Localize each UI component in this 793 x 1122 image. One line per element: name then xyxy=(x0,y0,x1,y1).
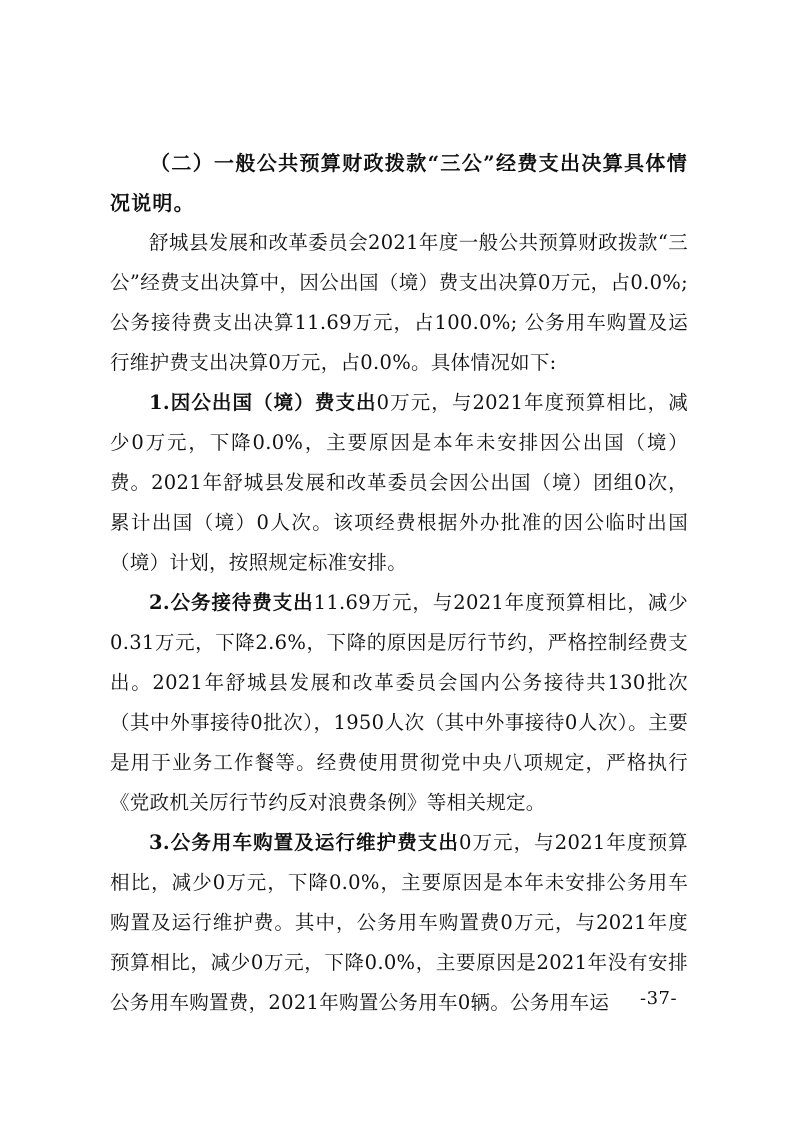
section-3-body: 0万元，与2021年度预算相比，减少0万元，下降0.0%，主要原因是本年未安排公务用车购置及运行维护费。其中，公务用车购置费0万元，与2021年度预算相比，减少0万元，下降0.0%，主要原因是2021年没有安排公务用车购置费，2021年购置公务用车0辆。公务用车运 xyxy=(110,831,688,1014)
section-1-lead: 1.因公出国（境）费支出 xyxy=(149,391,377,414)
intro-paragraph: 舒城县发展和改革委员会2021年度一般公共预算财政拨款“三公”经费支出决算中，因公出国（境）费支出决算0万元，占0.0%;公务接待费支出决算11.69万元，占100.0%; 公务用车购置及运行维护费支出决算0万元，占0.0%。具体情况如下: xyxy=(110,231,688,374)
section-2-paragraph xyxy=(110,583,688,823)
document-body xyxy=(110,143,688,1023)
section-3-lead: 3.公务用车购置及运行维护费支出 xyxy=(149,831,459,854)
page-number: -37- xyxy=(640,988,678,1009)
section-2-body: 11.69万元，与2021年度预算相比，减少0.31万元，下降2.6%，下降的原因是厉行节约，严格控制经费支出。2021年舒城县发展和改革委员会国内公务接待共130批次（其中外事接待0批次），1950人次（其中外事接待0人次）。主要是用于业务工作餐等。经费使用贯彻党中央八项规定，严格执行《党政机关厉行节约反对浪费条例》等相关规定。 xyxy=(110,591,688,814)
section-1-body: 0万元，与2021年度预算相比，减少0万元，下降0.0%，主要原因是本年未安排因公出国（境）费。2021年舒城县发展和改革委员会因公出国（境）团组0次，累计出国（境）0人次。该项经费根据外办批准的因公临时出国（境）计划，按照规定标准安排。 xyxy=(110,391,688,574)
section-1-paragraph xyxy=(110,383,688,583)
section-3-paragraph xyxy=(110,823,688,1023)
section-heading: （二）一般公共预算财政拨款“三公”经费支出决算具体情况说明。 xyxy=(110,151,688,215)
section-2-lead: 2.公务接待费支出 xyxy=(149,591,314,614)
